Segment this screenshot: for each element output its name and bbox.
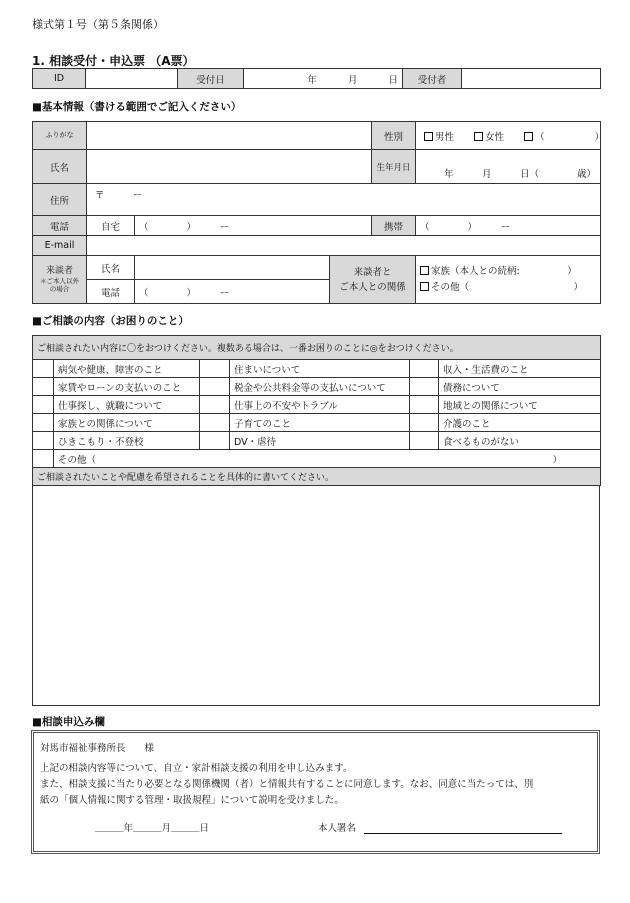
address-field[interactable]: 〒 ー	[87, 184, 601, 216]
signature-line[interactable]	[364, 833, 562, 834]
item-cell: 食べるものがない	[439, 432, 601, 450]
mark-cell[interactable]	[410, 432, 439, 450]
gender-label: 性別	[372, 122, 416, 150]
consultation-instruction: ご相談されたい内容に〇をおつけください。複数ある場合は、一番お困りのことに◎をおつけください。	[33, 336, 601, 360]
mark-cell[interactable]	[200, 396, 230, 414]
mark-cell[interactable]	[200, 414, 230, 432]
item-cell: 地域との関係について	[439, 396, 601, 414]
day-label: 日	[388, 74, 398, 86]
application-heading: ■相談申込み欄	[32, 716, 105, 728]
mark-cell[interactable]	[410, 378, 439, 396]
application-box	[31, 730, 600, 854]
mark-cell[interactable]	[410, 396, 439, 414]
item-cell: 家賃やローンの支払いのこと	[54, 378, 200, 396]
mark-cell[interactable]	[33, 414, 54, 432]
furigana-field[interactable]	[87, 122, 372, 150]
addressee: 対馬市福祉事務所長 様	[40, 743, 155, 754]
month-label: 月	[347, 74, 358, 86]
gender-options	[416, 122, 605, 150]
mark-cell[interactable]	[33, 360, 54, 378]
mark-cell[interactable]	[33, 432, 54, 450]
signature-label: 本人署名	[318, 823, 357, 834]
application-line-2: また、相談支援に当たり必要となる関係機関（者）と情報共有することに同意します。なお、同意に当たっては、別	[40, 779, 534, 790]
mark-cell[interactable]	[410, 360, 439, 378]
item-cell: 病気や健康、障害のこと	[54, 360, 200, 378]
address-label: 住所	[33, 184, 87, 216]
receiver-field[interactable]	[462, 69, 601, 89]
visitor-phone-label: 電話	[87, 280, 135, 304]
email-field[interactable]	[87, 236, 601, 256]
mark-cell[interactable]	[33, 378, 54, 396]
id-label: ID	[33, 69, 86, 89]
other-relation-checkbox[interactable]: その他（ ）	[420, 280, 596, 296]
basic-info-heading: ■基本情報（書ける範囲でご記入ください）	[32, 101, 242, 113]
item-cell: 債務について	[439, 378, 601, 396]
free-text-area[interactable]	[32, 485, 600, 706]
item-cell: 子育てのこと	[230, 414, 410, 432]
visitor-phone-field[interactable]: （ ） ー	[135, 280, 330, 304]
item-cell: DV・虐待	[230, 432, 410, 450]
mark-cell[interactable]	[410, 414, 439, 432]
furigana-label: ふりがな	[33, 122, 87, 150]
receipt-date-label: 受付日	[178, 69, 244, 89]
header-table	[32, 68, 601, 89]
item-cell: 収入・生活費のこと	[439, 360, 601, 378]
mark-cell[interactable]	[33, 450, 54, 468]
birthdate-field[interactable]: 年 月 日（ 歳）	[416, 150, 601, 184]
mobile-phone-field[interactable]: （ ） ー	[416, 216, 601, 236]
item-cell: 家族との関係について	[54, 414, 200, 432]
application-date-field[interactable]: ＿＿＿年＿＿＿月＿＿＿日	[95, 823, 210, 834]
item-cell: 仕事探し、就職について	[54, 396, 200, 414]
male-checkbox[interactable]: 男性	[424, 132, 454, 143]
mark-cell[interactable]	[200, 360, 230, 378]
visitor-name-field[interactable]	[135, 256, 330, 280]
application-line-3: 紙の「個人情報に関する管理・取扱規程」について説明を受けました。	[40, 795, 344, 806]
home-phone-field[interactable]: （ ） ー	[135, 216, 372, 236]
id-field[interactable]	[86, 69, 178, 89]
mark-cell[interactable]	[200, 378, 230, 396]
receipt-date-field[interactable]	[244, 69, 403, 89]
consultation-heading: ■ご相談の内容（お困りのこと）	[32, 315, 189, 327]
mark-cell[interactable]	[200, 432, 230, 450]
home-label: 自宅	[87, 216, 135, 236]
item-cell: 仕事上の不安やトラブル	[230, 396, 410, 414]
mark-cell[interactable]	[33, 396, 54, 414]
other-item-cell[interactable]: その他（ ）	[54, 450, 601, 468]
form-number: 様式第１号（第５条関係）	[32, 18, 164, 31]
item-cell: 税金や公共料金等の支払いについて	[230, 378, 410, 396]
consultation-table	[32, 335, 601, 486]
email-label: E-mail	[33, 236, 87, 256]
item-cell: ひきこもり・不登校	[54, 432, 200, 450]
application-line-1: 上記の相談内容等について、自立・家計相談支援の利用を申し込みます。	[40, 763, 353, 774]
form-title: 1. 相談受付・申込票 （A票）	[32, 54, 195, 68]
visitor-label: 来談者 ＊ご本人以外の場合	[33, 256, 87, 304]
item-cell: 住まいについて	[230, 360, 410, 378]
year-label: 年	[307, 74, 317, 86]
name-label: 氏名	[33, 150, 87, 184]
free-text-instruction: ご相談されたいことや配慮を希望されることを具体的に書いてください。	[33, 468, 601, 486]
family-checkbox[interactable]: 家族（本人との続柄: ）	[420, 264, 596, 280]
basic-info-table	[32, 121, 605, 304]
phone-label: 電話	[33, 216, 87, 236]
item-cell: 介護のこと	[439, 414, 601, 432]
mobile-label: 携帯	[372, 216, 416, 236]
relation-options	[416, 256, 601, 304]
birthdate-label: 生年月日	[372, 150, 416, 184]
name-field[interactable]	[87, 150, 372, 184]
female-checkbox[interactable]: 女性	[474, 132, 504, 143]
relation-label: 来談者と ご本人との関係	[330, 256, 416, 304]
receiver-label: 受付者	[403, 69, 462, 89]
visitor-name-label: 氏名	[87, 256, 135, 280]
other-gender-checkbox[interactable]: （ ）	[524, 132, 604, 143]
